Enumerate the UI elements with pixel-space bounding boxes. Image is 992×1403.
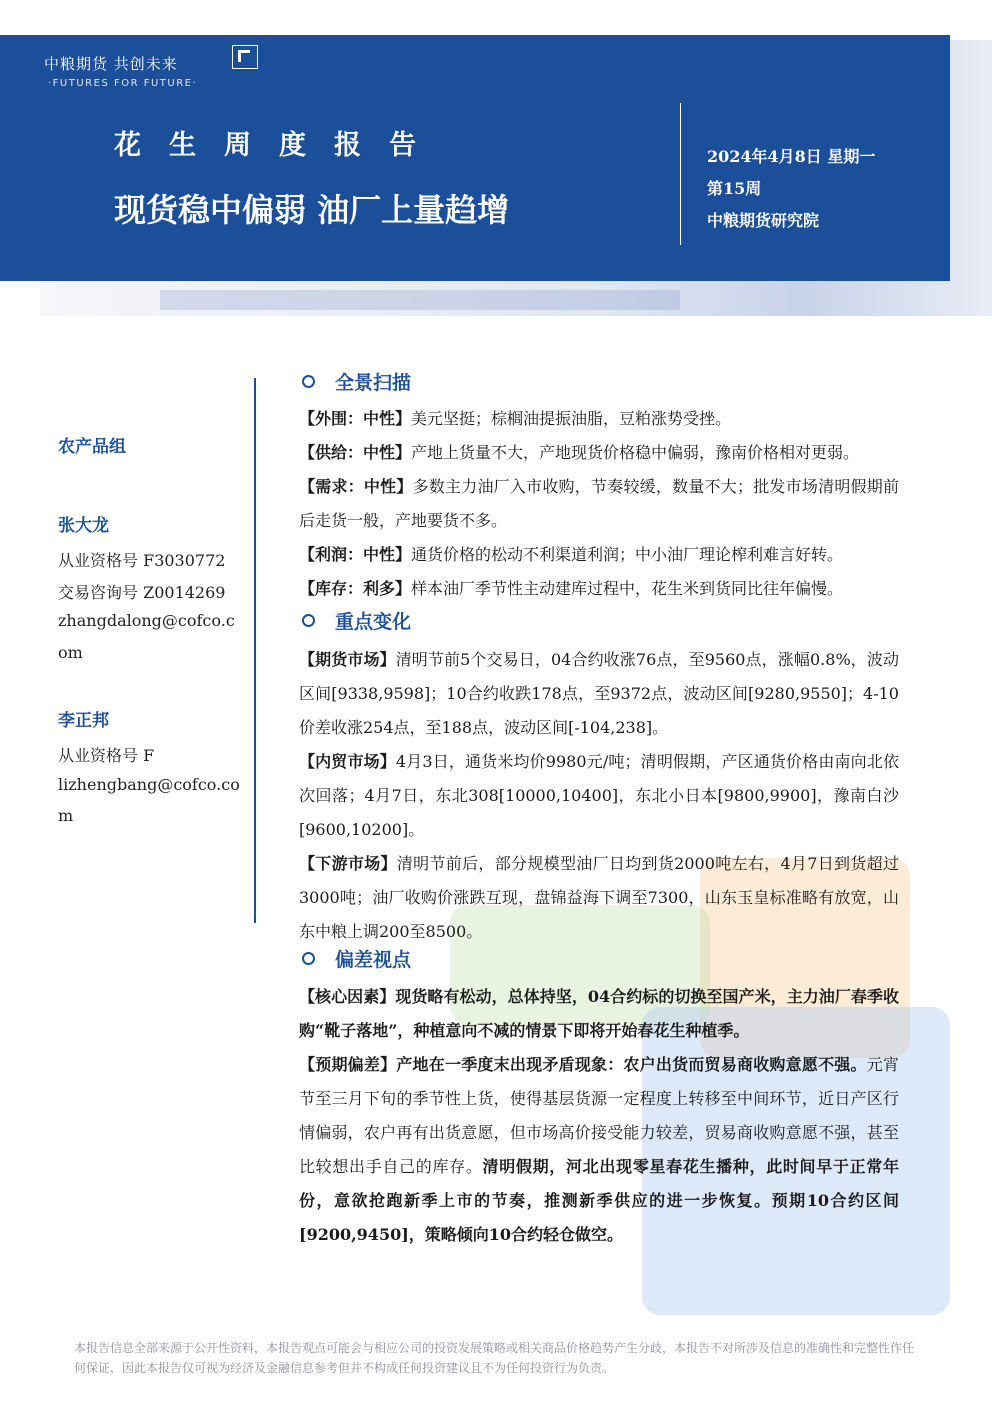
report-type: 花生周度报告 — [114, 130, 444, 161]
report-meta — [707, 141, 875, 237]
header-divider — [680, 103, 681, 245]
report-date: 2024年4月8日 星期一 — [707, 147, 876, 166]
analyst-license: 从业资格号 F — [58, 746, 155, 765]
circle-bullet-icon — [302, 952, 315, 965]
core-factor-paragraph: 【核心因素】现货略有松动，总体持坚，04合约标的切换至国产米，主力油厂春季收购“靴子落地”，种植意向不减的情景下即将开始春花生种植季。 — [299, 987, 899, 1040]
overview-item: 【供给：中性】产地上货量不大，产地现货价格稳中偏弱，豫南价格相对更弱。 — [299, 443, 860, 462]
analyst-email-cont: om — [58, 643, 83, 662]
overview-item: 【外围：中性】美元坚挺；棕榈油提振油脂，豆粕涨势受挫。 — [299, 409, 732, 428]
section-title: 全景扫描 — [335, 372, 412, 394]
changes-item: 【下游市场】清明节前后，部分规模型油厂日均到货2000吨左右，4月7日到货超过3000吨；油厂收购价涨跌互现，盘锦益海下调至7300，山东玉皇标准略有放宽，山东中粮上调200至8500。 — [299, 854, 899, 941]
analyst-license: 从业资格号 F3030772 — [58, 551, 226, 570]
section-header-changes — [302, 607, 411, 634]
company-logo — [44, 53, 197, 89]
circle-bullet-icon — [302, 614, 315, 627]
logo-chinese-text: 中粮期货 共创未来 — [44, 55, 178, 73]
section-header-deviation — [302, 945, 411, 972]
logo-mark-icon — [232, 45, 258, 69]
section-header-overview — [302, 368, 411, 395]
disclaimer-footer: 本报告信息全部来源于公开性资料，本报告观点可能会与相应公司的投资发展策略或相关商品价格趋势产生分歧，本报告不对所涉及信息的准确性和完整性作任何保证，因此本报告仅可视为经济及金融信息参考但并不构成任何投资建议且不为任何投资行为负责。 — [74, 1341, 915, 1375]
analyst-email: zhangdalong@cofco.c — [58, 611, 235, 630]
analyst-name: 李正邦 — [58, 711, 109, 731]
overview-list — [299, 402, 899, 606]
sidebar-divider — [254, 378, 256, 923]
header-banner — [0, 35, 950, 281]
logo-english-text: ·FUTURES FOR FUTURE· — [48, 78, 198, 89]
team-name: 农产品组 — [58, 437, 126, 457]
overview-item: 【需求：中性】多数主力油厂入市收购，节奏较缓，数量不大；批发市场清明假期前后走货一般，产地要货不多。 — [299, 477, 899, 530]
report-institute: 中粮期货研究院 — [707, 211, 820, 230]
section-title: 重点变化 — [335, 611, 412, 633]
analyst-consult-number: 交易咨询号 Z0014269 — [58, 583, 226, 602]
changes-list — [299, 643, 899, 949]
deviation-body — [299, 980, 899, 1252]
section-title: 偏差视点 — [335, 949, 412, 971]
analyst-name: 张大龙 — [58, 516, 109, 536]
report-title: 现货稳中偏弱 油厂上量趋增 — [114, 191, 510, 229]
analyst-email: lizhengbang@cofco.co — [58, 775, 240, 794]
circle-bullet-icon — [302, 375, 315, 388]
report-week: 第15周 — [707, 179, 762, 198]
overview-item: 【库存：利多】样本油厂季节性主动建库过程中，花生米到货同比往年偏慢。 — [299, 579, 844, 598]
analyst-email-cont: m — [58, 806, 74, 825]
changes-item: 【期货市场】清明节前5个交易日，04合约收涨76点，至9560点，涨幅0.8%，波动区间[9338,9598]；10合约收跌178点，至9372点，波动区间[9280,9550]；4-10价差收涨254点，至188点，波动区间[-104,238]。 — [299, 650, 899, 737]
overview-item: 【利润：中性】通货价格的松动不利渠道利润；中小油厂理论榨利难言好转。 — [299, 545, 844, 564]
expectation-paragraph: 【预期偏差】产地在一季度末出现矛盾现象：农户出货而贸易商收购意愿不强。元宵节至三月下旬的季节性上货，使得基层货源一定程度上转移至中间环节，近日产区行情偏弱，农户再有出货意愿，但市场高价接受能力较差，贸易商收购意愿不强，甚至比较想出手自己的库存。清明假期，河北出现零星春花生播种，此时间早于正常年份，意欲抢跑新季上市的节奏，推测新季供应的进一步恢复。预期10合约区间[9200,9450]，策略倾向10合约轻仓做空。 — [299, 1055, 899, 1244]
changes-item: 【内贸市场】4月3日，通货米均价9980元/吨；清明假期，产区通货价格由南向北依次回落；4月7日，东北308[10000,10400]，东北小日本[9800,9900]，豫南白沙[9600,10200]。 — [299, 752, 899, 839]
